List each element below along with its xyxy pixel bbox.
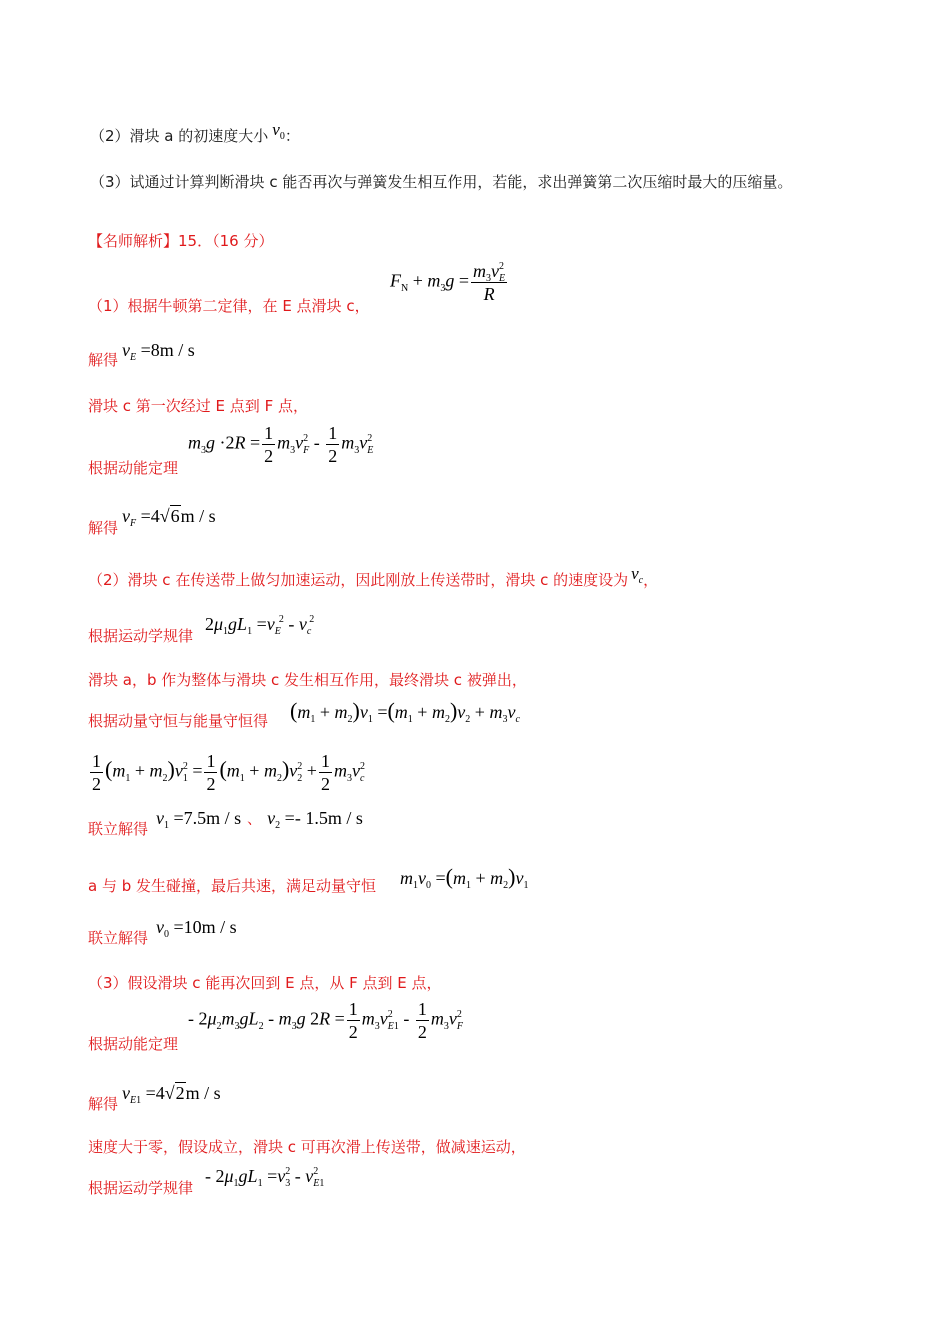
kinematics-equation-1: $2\mu_1gL_1 =v_E^2 - v_c^2$ [205,614,315,637]
kinematics-label-1: 根据运动学规律 [88,627,194,645]
v0-symbol: $v_0$ [272,120,285,142]
momentum-equation: $(m_1 + m_2)v_1 =(m_1 + m_2)v_2 + m_3v_c$ [290,698,520,725]
kinetic-energy-label-1: 根据动能定理 [88,459,179,477]
part1-text-2: 滑块 c 第一次经过 E 点到 F 点， [88,397,308,415]
interaction-text: 滑块 a，b 作为整体与滑块 c 发生相互作用，最终滑块 c 被弹出， [88,671,527,689]
part3-text: （3）假设滑块 c 能再次回到 E 点，从 F 点到 E 点， [88,974,442,992]
kinetic-energy-equation-2: - $2\mu_2m_3gL_2 - m_3g$ 2R = $\frac{1}{2}$ $m_3v^2_{E1}$ - $\frac{1}{2}$ $m_3v^2_F$ [188,999,463,1042]
analysis-header: 【名师解析】15．（16 分） [88,232,274,250]
vE-result: $v_E =8m / s$ [122,340,195,363]
kinetic-energy-label-2: 根据动能定理 [88,1035,179,1053]
question-3: （3）试通过计算判断滑块 c 能否再次与弹簧发生相互作用，若能，求出弹簧第二次压缩时最大的压缩量。 [90,173,793,191]
solve-line-2: 解得 [88,519,119,537]
solve-line-1 [88,350,118,370]
kinetic-energy-equation-1: $m_3g \cdot 2R$ = $\frac{1}{2}$ $m_3v^2_F$ - $\frac{1}{2}$ $m_3v^2_E$ [188,423,374,466]
collision-text: a 与 b 发生碰撞，最后共速，满足动量守恒 [88,877,377,895]
deceleration-text: 速度大于零，假设成立，滑块 c 可再次滑上传送带，做减速运动， [88,1138,526,1156]
vE-value: =8m / s [140,340,195,360]
part1-text: （1）根据牛顿第二定律，在 E 点滑块 c， [88,297,370,315]
part2-text: （2）滑块 c 在传送带上做匀加速运动，因此刚放上传送带时，滑块 c 的速度设为 $v_c$， [88,564,659,589]
collision-momentum-equation: $m_1v_0 =(m_1 + m_2)v_1$ [400,864,529,891]
solve-line-3: 联立解得 [88,820,149,838]
solve-line-4: 联立解得 [88,929,149,947]
vE1-result: $v_{E1} =4√2m / s$ [122,1083,221,1106]
v1-v2-result: $v_1 =7.5m / s$ 、 $v_2 =- 1.5m / s$ [156,808,363,831]
solve-label: 解得 [88,351,119,369]
vF-result: $v_F =4√6m / s$ [122,506,216,529]
kinematics-equation-2: - $2\mu_1gL_1 =v^2_3 - v^2_{E1}$ [205,1166,325,1189]
v0-result: $v_0 =10m / s$ [156,917,237,940]
question-2-text: （2）滑块 a 的初速度大小 [90,127,269,145]
question-2: （2）滑块 a 的初速度大小 $v_0$： [90,120,300,145]
conservation-label: 根据动量守恒与能量守恒得 [88,712,269,730]
newton-second-law-equation: $F_N + m_3g$ = $\frac{m_3v^2_E}{R}$ [390,261,506,304]
vc-symbol: $v_c$ [631,564,644,586]
energy-equation: $\frac{1}{2}$ $(m_1 + m_2)v^2_1$ = $\frac{1}{2}$ $(m_1 + m_2)v^2_2$ + $\frac{1}{2}$ $m_3v^2_c$ [92,751,365,794]
solve-line-5: 解得 [88,1095,119,1113]
kinematics-label-2: 根据运动学规律 [88,1179,194,1197]
